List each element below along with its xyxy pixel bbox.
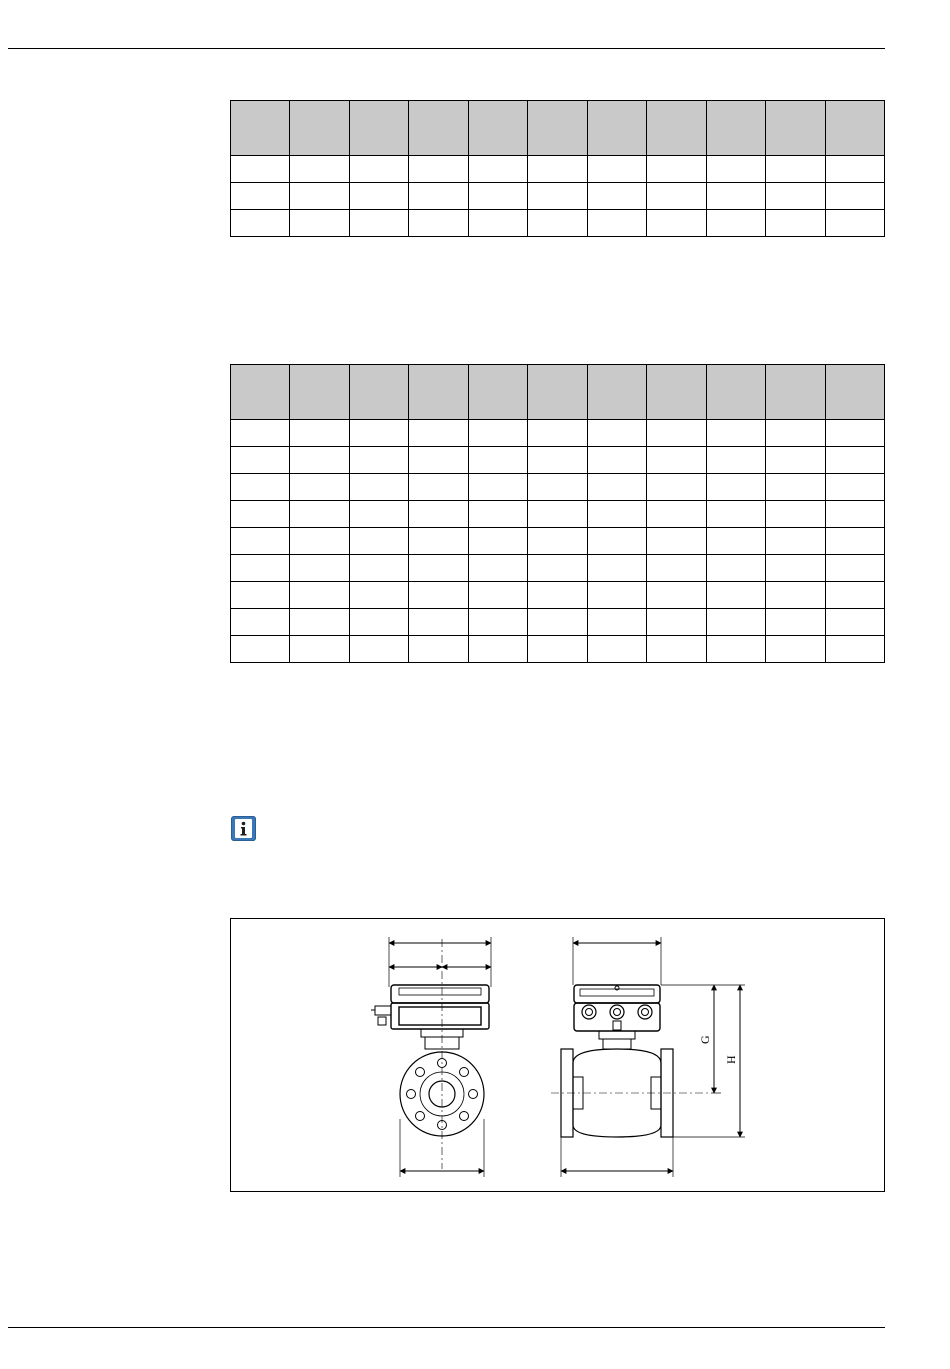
dimension-label-g: G: [698, 1035, 712, 1044]
header-cell: [409, 365, 468, 420]
table-cell: [231, 447, 290, 474]
table-cell: [290, 447, 349, 474]
table-cell: [468, 420, 527, 447]
table-cell: [528, 528, 587, 555]
table-cell: [706, 582, 765, 609]
table-cell: [706, 501, 765, 528]
table-cell: [706, 447, 765, 474]
table-cell: [587, 555, 646, 582]
header-cell: [468, 101, 527, 156]
table-cell: [528, 156, 587, 183]
table-cell: [468, 501, 527, 528]
table-cell: [766, 474, 825, 501]
table-cell: [766, 156, 825, 183]
table-cell: [647, 555, 706, 582]
table-cell: [231, 210, 290, 237]
table-cell: [231, 528, 290, 555]
table-cell: [766, 501, 825, 528]
table-cell: [825, 501, 884, 528]
table-cell: [825, 555, 884, 582]
table-cell: [468, 156, 527, 183]
table-cell: [706, 183, 765, 210]
header-cell: [349, 101, 408, 156]
table-cell: [231, 474, 290, 501]
header-cell: [528, 365, 587, 420]
table-cell: [349, 636, 408, 663]
table-cell: [349, 555, 408, 582]
table-cell: [825, 420, 884, 447]
table-cell: [528, 582, 587, 609]
table-row: [231, 555, 885, 582]
table-cell: [825, 183, 884, 210]
table-row: [231, 183, 885, 210]
table-cell: [231, 636, 290, 663]
table-cell: [647, 210, 706, 237]
table-cell: [468, 474, 527, 501]
table-cell: [825, 474, 884, 501]
table-cell: [825, 156, 884, 183]
table-cell: [290, 501, 349, 528]
table-cell: [409, 501, 468, 528]
table-cell: [528, 555, 587, 582]
table-cell: [825, 636, 884, 663]
table-cell: [706, 474, 765, 501]
front-view: [371, 937, 491, 1177]
table-cell: [290, 609, 349, 636]
table-cell: [587, 528, 646, 555]
table-cell: [290, 528, 349, 555]
header-rule: [8, 48, 885, 49]
table-cell: [468, 609, 527, 636]
header-cell: [290, 365, 349, 420]
table-cell: [468, 183, 527, 210]
header-cell: [349, 365, 408, 420]
table-cell: [825, 582, 884, 609]
table-cell: [706, 420, 765, 447]
table-cell: [349, 447, 408, 474]
table-cell: [349, 609, 408, 636]
table-cell: [349, 528, 408, 555]
table-cell: [706, 609, 765, 636]
table-cell: [409, 210, 468, 237]
table-cell: [231, 183, 290, 210]
table-cell: [647, 156, 706, 183]
header-cell: [528, 101, 587, 156]
table-cell: [231, 582, 290, 609]
table-cell: [468, 528, 527, 555]
table-cell: [290, 183, 349, 210]
table-cell: [766, 183, 825, 210]
table-cell: [647, 474, 706, 501]
header-cell: [409, 101, 468, 156]
header-cell: [706, 365, 765, 420]
header-cell: [231, 101, 290, 156]
table-cell: [290, 582, 349, 609]
table-cell: [647, 447, 706, 474]
table-cell: [528, 474, 587, 501]
table-cell: [231, 609, 290, 636]
table-cell: [349, 474, 408, 501]
header-cell: [587, 365, 646, 420]
table-header-row: [231, 101, 885, 156]
table-row: [231, 447, 885, 474]
info-icon: [231, 816, 256, 841]
header-cell: [587, 101, 646, 156]
table-cell: [349, 501, 408, 528]
table-cell: [587, 636, 646, 663]
table-cell: [587, 501, 646, 528]
table-cell: [766, 555, 825, 582]
table-cell: [706, 636, 765, 663]
table-cell: [468, 210, 527, 237]
table-cell: [290, 474, 349, 501]
table-cell: [766, 528, 825, 555]
table-cell: [349, 156, 408, 183]
table-cell: [647, 528, 706, 555]
table-cell: [766, 582, 825, 609]
table-cell: [647, 420, 706, 447]
table-row: [231, 636, 885, 663]
table-cell: [706, 555, 765, 582]
table-cell: [290, 210, 349, 237]
table-cell: [587, 420, 646, 447]
table-cell: [528, 183, 587, 210]
dimension-drawing: [230, 918, 885, 1192]
table-cell: [587, 156, 646, 183]
table-cell: [468, 582, 527, 609]
table-cell: [647, 501, 706, 528]
table-cell: [766, 609, 825, 636]
table-row: [231, 210, 885, 237]
table-cell: [766, 420, 825, 447]
table-cell: [409, 528, 468, 555]
table-cell: [587, 447, 646, 474]
table-cell: [528, 447, 587, 474]
table-cell: [647, 636, 706, 663]
header-cell: [647, 101, 706, 156]
dimensions-table-2: [230, 364, 885, 663]
table-cell: [409, 609, 468, 636]
table-row: [231, 609, 885, 636]
table-cell: [647, 183, 706, 210]
table-cell: [825, 609, 884, 636]
header-cell: [766, 101, 825, 156]
table-cell: [587, 183, 646, 210]
table-cell: [468, 636, 527, 663]
table-cell: [290, 420, 349, 447]
table-row: [231, 582, 885, 609]
dimension-label-h: H: [724, 1055, 738, 1064]
table-cell: [231, 555, 290, 582]
header-cell: [825, 365, 884, 420]
footer-rule: [8, 1327, 885, 1328]
table-header-row: [231, 365, 885, 420]
table-cell: [528, 501, 587, 528]
flowmeter-drawing: [231, 919, 884, 1191]
dimensions-table-1: [230, 100, 885, 237]
table-cell: [231, 501, 290, 528]
table-cell: [706, 156, 765, 183]
table-cell: [766, 447, 825, 474]
table-cell: [825, 528, 884, 555]
table-row: [231, 474, 885, 501]
table-cell: [409, 636, 468, 663]
table-cell: [587, 609, 646, 636]
header-cell: [647, 365, 706, 420]
header-cell: [766, 365, 825, 420]
table-cell: [468, 447, 527, 474]
table-cell: [528, 210, 587, 237]
table-cell: [409, 420, 468, 447]
table-cell: [231, 420, 290, 447]
table-cell: [587, 582, 646, 609]
table-cell: [825, 210, 884, 237]
table-cell: [647, 582, 706, 609]
table-cell: [290, 555, 349, 582]
table-cell: [231, 156, 290, 183]
table-cell: [290, 636, 349, 663]
table-cell: [290, 156, 349, 183]
table-cell: [647, 609, 706, 636]
side-view: [551, 937, 745, 1177]
table-cell: [349, 210, 408, 237]
table-cell: [587, 210, 646, 237]
table-cell: [409, 555, 468, 582]
header-cell: [231, 365, 290, 420]
table-cell: [349, 183, 408, 210]
table-row: [231, 156, 885, 183]
table-cell: [587, 474, 646, 501]
table-cell: [409, 156, 468, 183]
table-cell: [706, 528, 765, 555]
table-cell: [468, 555, 527, 582]
table-cell: [766, 636, 825, 663]
table-cell: [766, 210, 825, 237]
table-cell: [825, 447, 884, 474]
header-cell: [825, 101, 884, 156]
table-cell: [409, 183, 468, 210]
table-cell: [409, 582, 468, 609]
table-row: [231, 420, 885, 447]
table-cell: [528, 420, 587, 447]
header-cell: [706, 101, 765, 156]
header-cell: [290, 101, 349, 156]
table-row: [231, 501, 885, 528]
table-cell: [409, 474, 468, 501]
table-cell: [528, 609, 587, 636]
table-cell: [349, 582, 408, 609]
header-cell: [468, 365, 527, 420]
table-cell: [409, 447, 468, 474]
table-cell: [349, 420, 408, 447]
table-cell: [706, 210, 765, 237]
table-cell: [528, 636, 587, 663]
table-row: [231, 528, 885, 555]
